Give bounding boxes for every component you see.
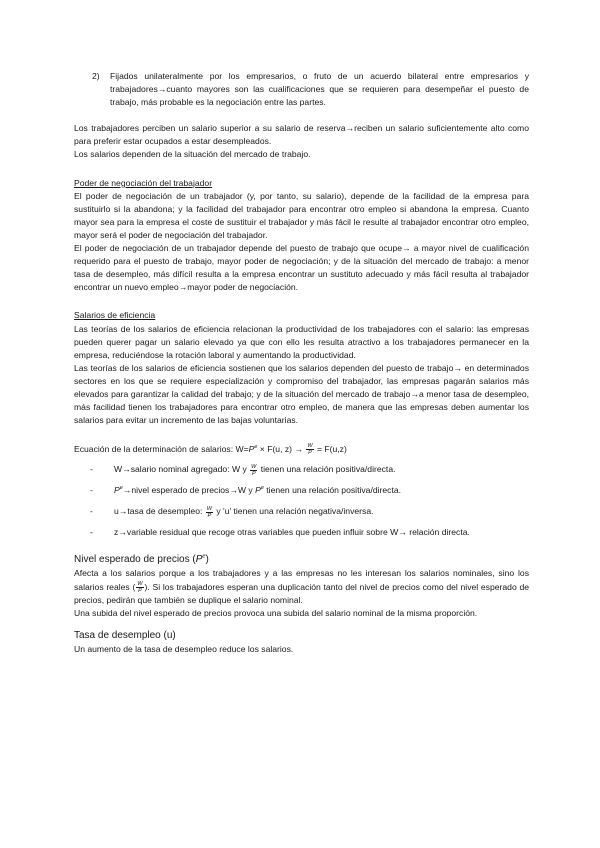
list-item: - $P^e\to nivel$ esperado de precios→W y $P^e$ tienen una relación positiva/directa. xyxy=(90,485,402,496)
expected-price-symbol: $P^e$ xyxy=(114,485,123,496)
eficiencia-paragraph-1: Las teorías de los salarios de eficiencia relacionan la productividad de los trabajadores con el salario: las empresas pueden querer pagar un salario elevado ya que con ello les resulta atractivo a los trabajadores permanecer en la empresa, reduciéndose la rotación laboral y aumentando la productividad. xyxy=(74,323,529,360)
document-page xyxy=(74,70,529,656)
intro-paragraph-1: Los trabajadores perciben un salario superior a su salario de reserva→reciben un salario suficientemente alto como para preferir estar ocupados a estar desempleados. xyxy=(74,123,529,147)
numbered-item-2 xyxy=(92,70,529,109)
real-wage-fraction: $\frac{W}{P}$ xyxy=(206,505,212,519)
real-wage-fraction: $\frac{W}{P}$ xyxy=(137,580,143,594)
poder-heading: Poder de negociación del trabajador xyxy=(74,177,213,188)
wage-equation: Ecuación de la determinación de salarios: $W=P^e \times F(u$, z) → $\frac{W}{P}$ = F(u,z) xyxy=(74,443,347,457)
list-item: - u→tasa de desempleo: $\frac{W}{P}$ y 'u' tienen una relación negativa/inversa. xyxy=(90,505,374,519)
real-wage-fraction: $\frac{W}{P}$ xyxy=(307,443,313,457)
eficiencia-heading: Salarios de eficiencia xyxy=(74,310,156,321)
poder-paragraph-1: El poder de negociación de un trabajador (y, por tanto, su salario), depende de la facilidad de la empresa para sustituirlo si la abandona; y la facilidad del trabajador para encontrar otro empleo si abandona la empresa. Cuanto mayor sea para la empresa el coste de sustituir el trabajador y más fácil le resulte al trabajador encontrar otro empleo, mayor será el poder de negociación del trabajador. xyxy=(74,190,529,240)
poder-paragraph-2: El poder de negociación de un trabajador depende del puesto de trabajo que ocupe→ a mayor nivel de cualificación requerido para el puesto de trabajo, mayor poder de negociación; y de la situación del mercado de trabajo: a menor tasa de desempleo, más difícil resulta a la empresa encontrar un sustituto adecuado y más fácil resulta al trabajador encontrar un nuevo empleo→mayor poder de negociación. xyxy=(74,243,529,293)
expected-price-symbol: $P^e$ xyxy=(195,554,206,566)
item-2-text: Fijados unilateralmente por los empresarios, o fruto de un acuerdo bilateral entre empresarios y trabajadores→cuanto mayores son las cualificaciones que se requieren para desempeñar el puesto de trabajo, más probable es la negociación entre las partes. xyxy=(110,71,529,108)
expected-price-symbol: $P^e$ xyxy=(255,485,264,496)
tasa-heading: Tasa de desempleo (u) xyxy=(74,630,176,641)
tasa-paragraph-1: Un aumento de la tasa de desempleo reduce los salarios. xyxy=(74,644,294,654)
expected-price-symbol: $P^e$ xyxy=(248,444,258,455)
item-number: 2) xyxy=(92,71,100,81)
list-item: - W→salario nominal agregado: W y $\frac{W}{P}$ tienen una relación positiva/directa. xyxy=(90,463,396,477)
equation-variables-list xyxy=(74,459,529,543)
nivel-paragraph-2: Una subida del nivel esperado de precios provoca una subida del salario nominal de la misma proporción. xyxy=(74,607,478,618)
intro-paragraph-2: Los salarios dependen de la situación del mercado de trabajo. xyxy=(74,149,311,160)
nivel-paragraph-1: Afecta a los salarios porque a los trabajadores y a las empresas no les interesan los salarios nominales, sino los salarios reales ( $\frac{W}{P}$ ). Si los trabajadores esperan una duplicación tanto del nivel de precios como del nivel esperado de precios, pedirán que también se duplique el salario nominal. xyxy=(74,568,530,605)
nivel-heading: Nivel esperado de precios $(P^e)$ xyxy=(74,554,209,566)
list-item: - z→variable residual que recoge otras variables que pueden influir sobre W→ relación directa. xyxy=(90,527,470,538)
eficiencia-paragraph-2: Las teorías de los salarios de eficiencia sostienen que los salarios dependen del puesto de trabajo→ en determinados sectores en los que se requiere especialización y compromiso del trabajador, las empresas pagarán salarios más elevados para garantizar la calidad del trabajo; y de la situación del mercado de trabajo→a menor tasa de desempleo, más facilidad tienen los trabajadores para encontrar otro empleo, de manera que las empresas deben aumentar los salarios para evitar un incremento de las bajas voluntarias. xyxy=(74,362,529,426)
real-wage-fraction: $\frac{W}{P}$ xyxy=(251,463,257,477)
